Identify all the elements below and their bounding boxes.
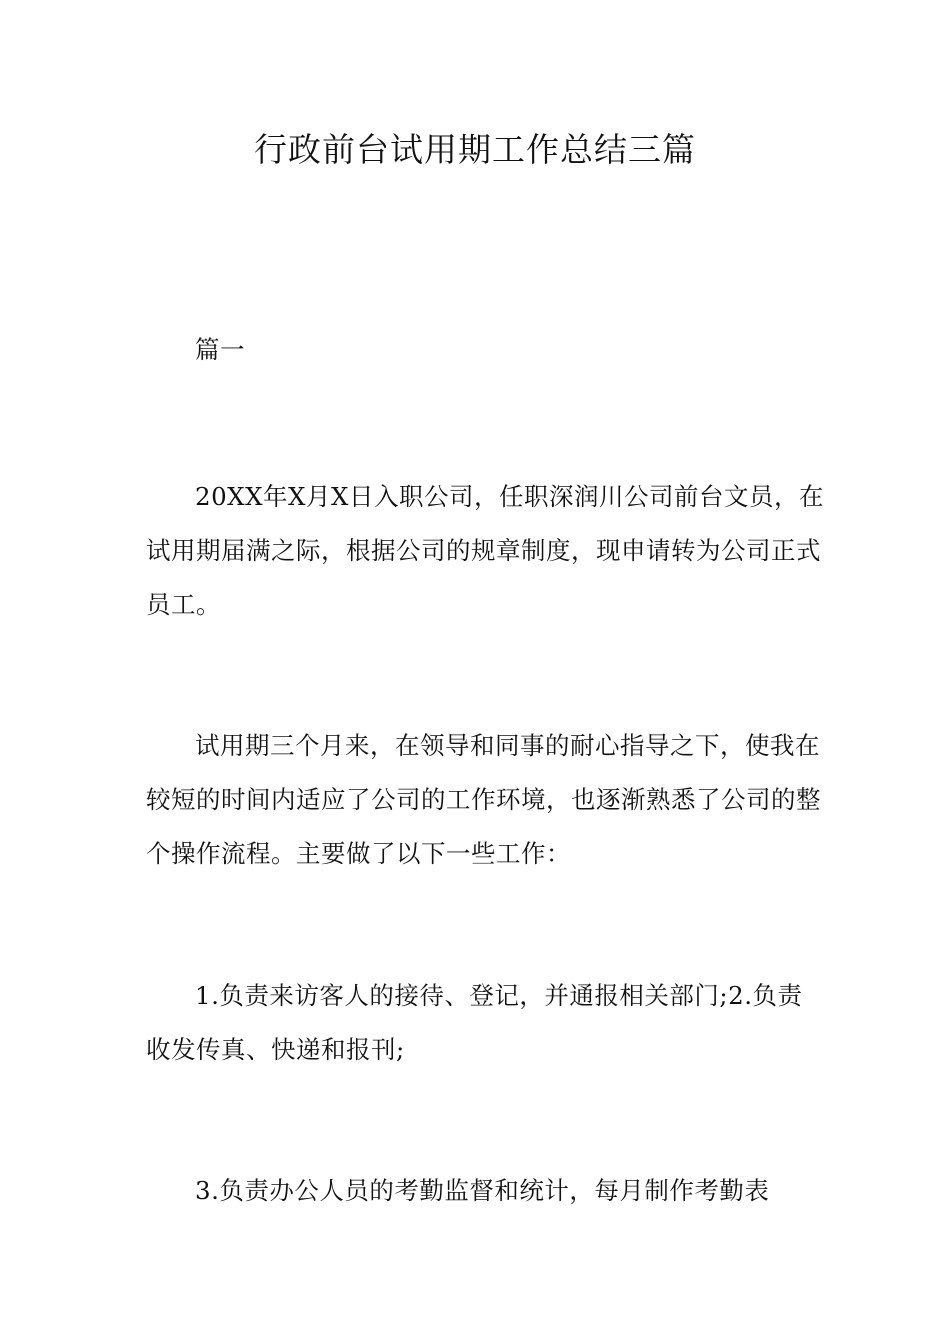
paragraph: 1.负责来访客人的接待、登记，并通报相关部门;2.负责收发传真、快递和报刊; [146, 981, 803, 1064]
paragraph: 试用期三个月来，在领导和同事的耐心指导之下，使我在较短的时间内适应了公司的工作环境，也逐渐熟悉了公司的整个操作流程。主要做了以下一些工作： [146, 731, 821, 868]
section-heading: 篇一 [195, 335, 245, 364]
paragraph: 20XX年X月X日入职公司，任职深润川公司前台文员，在试用期届满之际，根据公司的规章制度，现申请转为公司正式员工。 [146, 482, 824, 619]
paragraph: 3.负责办公人员的考勤监督和统计，每月制作考勤表 [195, 1176, 770, 1205]
document-title: 行政前台试用期工作总结三篇 [254, 130, 696, 169]
